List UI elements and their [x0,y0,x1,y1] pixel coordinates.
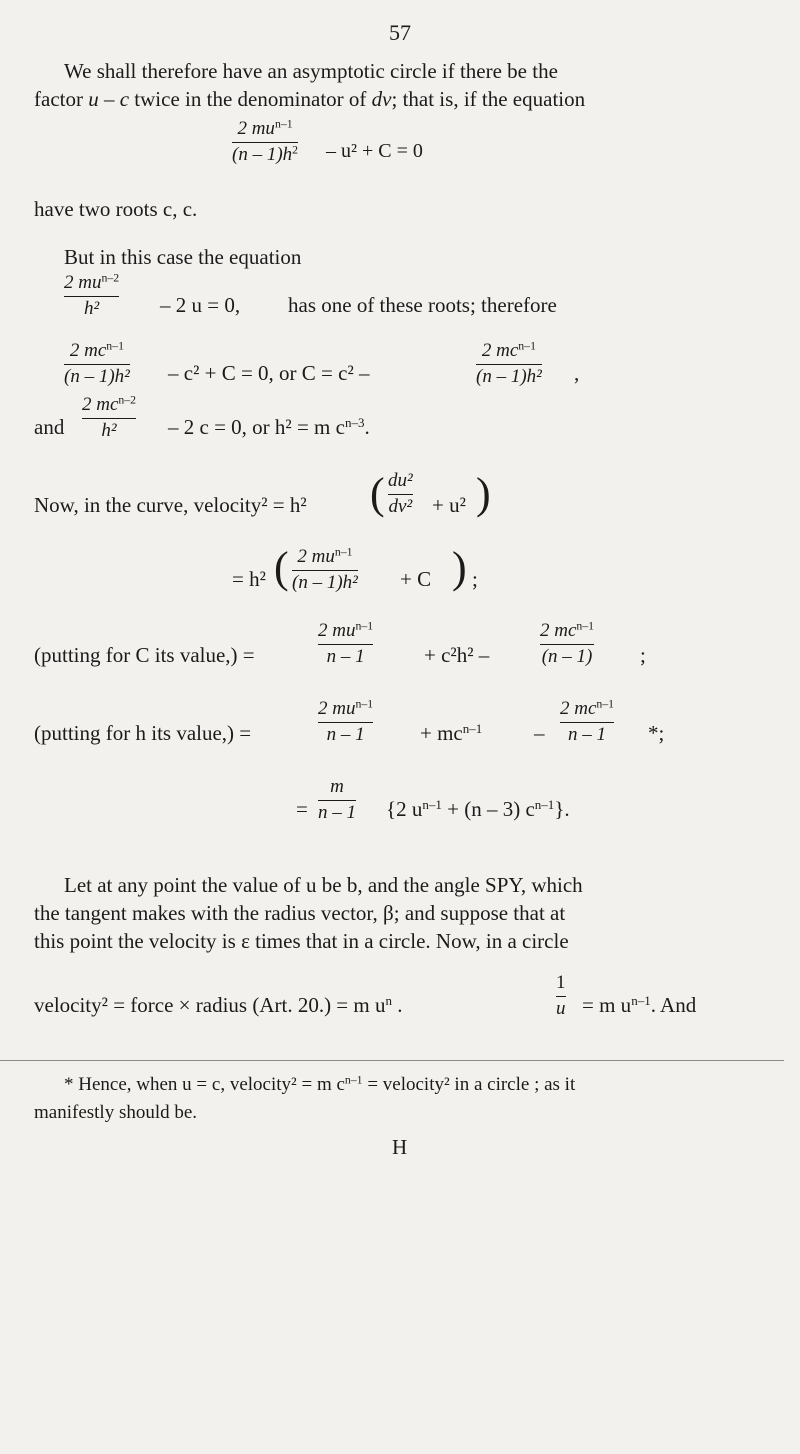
equation-fraction: 2 $mu^{n-1}$ n – 1 [318,619,374,667]
paragraph-line: Let at any point the value of u be b, and the angle SPY, which [64,873,583,897]
equation-text: ; [472,567,478,591]
footnote-line: manifestly should be. [34,1102,198,1123]
equation-fraction: 2 $mu^{n-1}$ $(n - 1)h^2$ [232,117,299,165]
equation-text: {2 $u^{n-1} + (n - 3)$ $c^{n-1}$}. [386,796,570,821]
equation-text: *; [648,721,665,745]
paren-close: ) [476,469,491,518]
equation-text: – 2 u = 0, [160,293,241,317]
paragraph-line: factor u – c twice in the denominator of dv; that is, if the equation [34,87,586,111]
equation-fraction: 1 u [556,972,566,1019]
equation-text: + C [400,567,432,591]
footnote-line: * Hence, when u = c, velocity² = m $c^{n-1}$ = velocity² in a circle ; as it [64,1073,576,1095]
paren-open: ( [370,469,385,518]
equation-text: + $mc^{n-1}$ [420,720,483,745]
equation-text: Now, in the curve, velocity² = h² [34,493,307,517]
equation-text: ; [640,643,646,667]
equation-fraction: 2 $mc^{n-1}$ (n – 1)h² [476,339,542,387]
paragraph-line: We shall therefore have an asymptotic circle if there be the [64,59,558,83]
equation-fraction: 2 $mc^{n-1}$ n – 1 [560,697,615,745]
equation-text: = h² [232,567,266,591]
equation-fraction: 2 $mc^{n-2}$ h² [82,393,137,441]
paren-close: ) [452,543,467,592]
equation-label: and [34,415,65,439]
equation-label: (putting for C its value,) = [34,643,255,667]
equation-fraction: 2 $mc^{n-1}$ (n – 1)h² [64,339,130,387]
footnote-rule [0,1060,784,1061]
equation-fraction: 2 $mu^{n-2}$ h² [64,271,120,319]
paren-open: ( [274,543,289,592]
paragraph-line: this point the velocity is ε times that in a circle. Now, in a circle [34,929,569,953]
equation-fraction: 2 $mc^{n-1}$ (n – 1) [540,619,595,667]
page-number: 57 [389,20,411,45]
equation-text: – [534,721,545,745]
equation-text: has one of these roots; therefore [288,293,557,317]
signature-mark: H [392,1135,408,1159]
equation-label: (putting for h its value,) = [34,721,252,745]
equation-text: = m $u^{n-1}$. And [582,992,697,1017]
equation-text: , [574,361,580,385]
equation-text: – u² + C = 0 [326,140,423,162]
paragraph-line: But in this case the equation [64,245,302,269]
equation-text: velocity² = force × radius (Art. 20.) = m $u^n$ . [34,992,403,1017]
equation-fraction: 2 $mu^{n-1}$ (n – 1)h² [292,545,358,593]
equation-text: = [296,797,308,821]
equation-text: – 2 c = 0, or h² = m $c^{n-3}$. [168,414,370,439]
equation-text: – c² + C = 0, or C = c² – [168,361,370,385]
equation-text: + u² [432,493,466,517]
paragraph-line: have two roots c, c. [34,197,198,221]
paragraph-line: the tangent makes with the radius vector, β; and suppose that at [34,901,566,925]
equation-fraction: du² dv² [388,470,413,517]
equation-text: + c²h² – [424,643,490,667]
equation-fraction: m n – 1 [318,776,356,823]
equation-fraction: 2 $mu^{n-1}$ n – 1 [318,697,374,745]
